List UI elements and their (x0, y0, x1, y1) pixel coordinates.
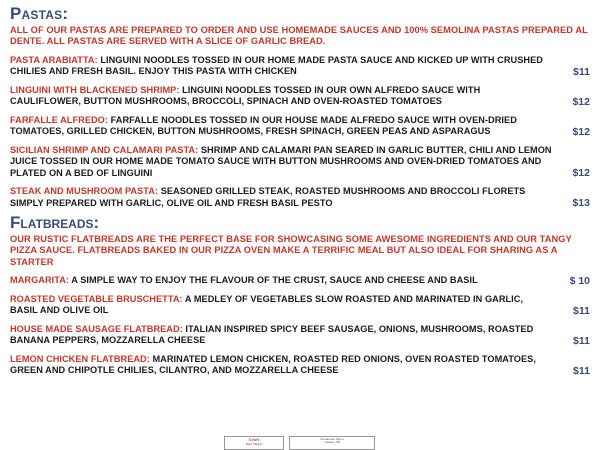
menu-item-description: LINGUINI NOODLES TOSSED IN OUR HOME MADE PASTA SAUCE AND KICKED UP WITH CRUSHED CHILIES AND FRESH BASIL. ENJOY THIS PASTA WITH CHICKEN (10, 54, 543, 77)
menu-item-price: $13 (572, 197, 590, 210)
menu-item-name: LINGUINI WITH BLACKENED SHRIMP: (10, 84, 180, 95)
menu-item-name: FARFALLE ALFREDO: (10, 114, 108, 125)
menu-item-description: SHRIMP AND CALAMARI PAN SEARED IN GARLIC BUTTER, CHILI AND LEMON JUICE TOSSED IN OUR HOME MADE TOMATO SAUCE WITH BUTTON MUSHROOMS AND OVEN-DRIED TOMATOES AND PLATED ON A BED OF LINGUINI (10, 144, 552, 178)
menu-item-price: $12 (572, 95, 590, 108)
menu-item-text (10, 354, 552, 377)
menu-item-price: $11 (573, 65, 590, 78)
footer-logo-text: Craft (248, 437, 260, 442)
menu-item-name: PASTA ARABIATTA: (10, 54, 98, 65)
menu-item-price: $12 (572, 167, 590, 180)
menu-item-description: FARFALLE NOODLES TOSSED IN OUR HOUSE MADE ALFREDO SAUCE WITH OVEN-DRIED TOMATOES, GRILLED CHICKEN, BUTTON MUSHROOMS, FRESH SPINACH, GREEN PEAS AND ASPARAGUS (10, 114, 517, 137)
menu-item (10, 115, 590, 138)
menu-item-text (10, 324, 552, 347)
menu-item-text (10, 275, 552, 287)
menu-item-price: $12 (572, 125, 590, 138)
footer-info-line-1: Restaurant Menu (320, 437, 344, 441)
menu-item-price: $ 10 (569, 274, 590, 287)
menu-item-name: MARGARITA: (10, 275, 70, 286)
menu-item-description: LINGUINI NOODLES TOSSED IN OUR OWN ALFREDO SAUCE WITH CAULIFLOWER, BUTTON MUSHROOMS, BROCCOLI, SPINACH AND OVEN-ROASTED TOMATOES (10, 84, 481, 107)
menu-item-name: ROASTED VEGETABLE BRUSCHETTA: (10, 293, 183, 304)
menu-item (10, 145, 590, 180)
menu-item (10, 275, 590, 287)
menu-item-text (10, 145, 552, 180)
menu-item-text (10, 55, 552, 78)
menu-item (10, 324, 590, 347)
footer-logo-card (224, 436, 284, 450)
footer-info-line-2: Calgary, AB (324, 440, 340, 445)
menu-item-description: MARINATED LEMON CHICKEN, ROASTED RED ONIONS, OVEN ROASTED TOMATOES, GREEN AND CHIPOTLE CHILIES, CILANTRO, AND MOZZARELLA CHEESE (10, 353, 536, 376)
menu-item-price: $11 (573, 364, 590, 377)
menu-item (10, 85, 590, 108)
section-flatbreads (10, 213, 590, 376)
menu-item-name: SICILIAN SHRIMP AND CALAMARI PASTA: (10, 144, 199, 155)
menu-item (10, 186, 590, 209)
menu-item-name: LEMON CHICKEN FLATBREAD: (10, 353, 150, 364)
menu-item (10, 55, 590, 78)
menu-item (10, 354, 590, 377)
menu-item-text (10, 294, 552, 317)
section-title-pastas: Pastas: (10, 4, 69, 23)
menu-item-description: A MEDLEY OF VEGETABLES SLOW ROASTED AND MARINATED IN GARLIC, BASIL AND OLIVE OIL (10, 293, 524, 316)
footer-info-card (289, 436, 375, 450)
menu-item-description: SEASONED GRILLED STEAK, ROASTED MUSHROOMS AND BROCCOLI FLORETS SIMPLY PREPARED WITH GARLIC, OLIVE OIL AND FRESH BASIL PESTO (10, 186, 526, 208)
menu-item-text (10, 85, 552, 108)
menu-item-description: ITALIAN INSPIRED SPICY BEEF SAUSAGE, ONIONS, MUSHROOMS, ROASTED BANANA PEPPERS, MOZZARELLA CHEESE (10, 323, 534, 346)
menu-item-price: $11 (573, 304, 590, 317)
menu-item-text (10, 115, 552, 138)
menu-item-name: HOUSE MADE SAUSAGE FLATBREAD: (10, 323, 183, 334)
footer-logo-subtext: Beer Market (245, 441, 263, 446)
section-pastas (10, 4, 590, 209)
section-description-flatbreads: OUR RUSTIC FLATBREADS ARE THE PERFECT BASE FOR SHOWCASING SOME AWESOME INGREDIENTS AND OUR TANGY PIZZA SAUCE. FLATBREADS BAKED IN OUR PIZZA OVEN MAKE A TERRIFIC MEAL BUT ALSO IDEAL FOR SHARING AS A STARTER (10, 234, 572, 267)
footer-strip (0, 436, 600, 450)
menu-item-text (10, 186, 552, 209)
menu-item-name: STEAK AND MUSHROOM PASTA: (10, 186, 159, 197)
menu-item-price: $11 (573, 334, 590, 347)
section-description-pastas: ALL OF OUR PASTAS ARE PREPARED TO ORDER AND USE HOMEMADE SAUCES AND 100% SEMOLINA PASTAS PREPARED AL DENTE. ALL PASTAS ARE SERVED WITH A SLICE OF GARLIC BREAD. (10, 25, 588, 47)
menu-item-description: A SIMPLE WAY TO ENJOY THE FLAVOUR OF THE CRUST, SAUCE AND CHEESE AND BASIL (71, 275, 478, 286)
section-title-flatbreads: Flatbreads: (10, 213, 100, 233)
menu-item (10, 294, 590, 317)
